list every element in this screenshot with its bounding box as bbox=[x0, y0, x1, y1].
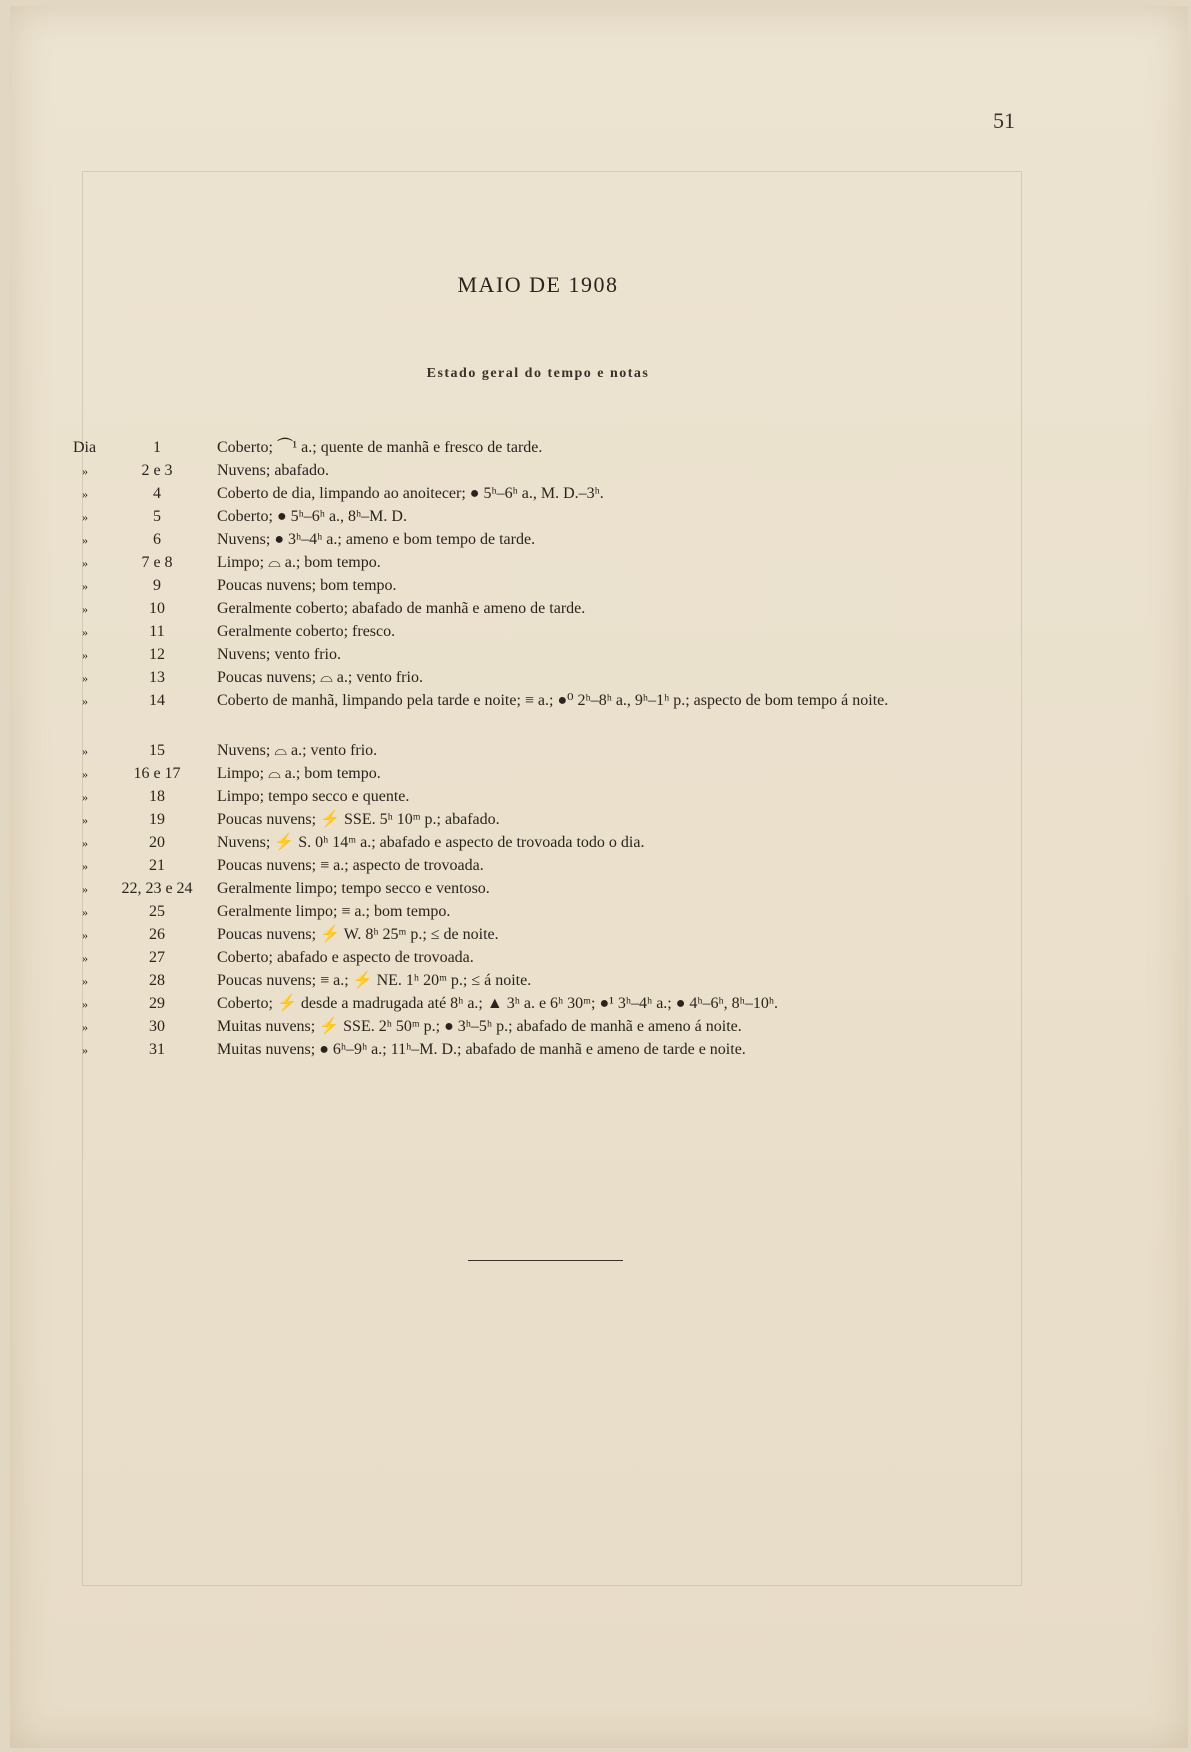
entry-notes: Coberto; abafado e aspecto de trovoada. bbox=[217, 949, 474, 966]
entry-notes: Nuvens; ● 3ʰ–4ʰ a.; ameno e bom tempo de tarde. bbox=[217, 531, 536, 548]
ditto-mark: » bbox=[82, 1043, 88, 1057]
entry-notes: Coberto; ● 5ʰ–6ʰ a., 8ʰ–M. D. bbox=[217, 508, 407, 525]
ditto-mark: » bbox=[82, 1020, 88, 1034]
entry-notes: Nuvens; ⌓ a.; vento frio. bbox=[217, 742, 378, 759]
entry-notes: Coberto de dia, limpando ao anoitecer; ● 5ʰ–6ʰ a., M. D.–3ʰ. bbox=[217, 485, 604, 502]
ditto-mark: » bbox=[82, 997, 88, 1011]
ditto-mark: » bbox=[82, 767, 88, 781]
entry-day: 30 bbox=[149, 1018, 165, 1035]
entry-notes: Poucas nuvens; ⚡ SSE. 5ʰ 10ᵐ p.; abafado. bbox=[217, 811, 500, 828]
entry-notes: Poucas nuvens; ≡ a.; ⚡ NE. 1ʰ 20ᵐ p.; ≤ á noite. bbox=[217, 972, 532, 989]
page-subtitle: Estado geral do tempo e notas bbox=[426, 366, 650, 381]
entry-notes: Limpo; ⌓ a.; bom tempo. bbox=[217, 765, 381, 782]
entry-day: 5 bbox=[153, 508, 161, 525]
ditto-mark: » bbox=[82, 928, 88, 942]
entry-day: 12 bbox=[149, 646, 165, 663]
entry-notes: Coberto; ⏜¹ a.; quente de manhã e fresco de tarde. bbox=[217, 439, 543, 456]
entry-day: 16 e 17 bbox=[133, 765, 181, 782]
ditto-mark: » bbox=[82, 602, 88, 616]
ditto-mark: » bbox=[82, 694, 88, 708]
entry-notes: Poucas nuvens; bom tempo. bbox=[217, 577, 397, 594]
page-title: MAIO DE 1908 bbox=[457, 272, 619, 297]
entry-day: 4 bbox=[153, 485, 161, 502]
entry-notes: Geralmente limpo; tempo secco e ventoso. bbox=[217, 880, 490, 897]
ditto-mark: » bbox=[82, 510, 88, 524]
entry-day: 29 bbox=[149, 995, 165, 1012]
entry-day: 18 bbox=[149, 788, 165, 805]
column-label-dia: Dia bbox=[73, 439, 97, 456]
ditto-mark: » bbox=[82, 836, 88, 850]
entry-notes: Nuvens; vento frio. bbox=[217, 646, 341, 663]
entry-notes: Geralmente coberto; abafado de manhã e ameno de tarde. bbox=[217, 600, 586, 617]
ditto-mark: » bbox=[82, 882, 88, 896]
entry-notes: Poucas nuvens; ⚡ W. 8ʰ 25ᵐ p.; ≤ de noite. bbox=[217, 926, 499, 943]
entry-day: 21 bbox=[149, 857, 165, 874]
entry-day: 26 bbox=[149, 926, 165, 943]
entry-notes: Coberto; ⚡ desde a madrugada até 8ʰ a.; ▲ 3ʰ a. e 6ʰ 30ᵐ; ●¹ 3ʰ–4ʰ a.; ● 4ʰ–6ʰ, 8ʰ–10ʰ. bbox=[217, 995, 778, 1012]
entry-day: 13 bbox=[149, 669, 165, 686]
page-number: 51 bbox=[993, 108, 1015, 133]
ditto-mark: » bbox=[82, 790, 88, 804]
entry-notes: Nuvens; ⚡ S. 0ʰ 14ᵐ a.; abafado e aspecto de trovoada todo o dia. bbox=[217, 834, 645, 851]
entry-day: 2 e 3 bbox=[141, 462, 173, 479]
ditto-mark: » bbox=[82, 974, 88, 988]
entry-notes: Poucas nuvens; ⌓ a.; vento frio. bbox=[217, 669, 423, 686]
closing-rule bbox=[468, 1260, 623, 1261]
entry-notes: Limpo; ⌓ a.; bom tempo. bbox=[217, 554, 381, 571]
ditto-mark: » bbox=[82, 533, 88, 547]
entry-day: 25 bbox=[149, 903, 165, 920]
entry-day: 7 e 8 bbox=[141, 554, 173, 571]
entry-day: 28 bbox=[149, 972, 165, 989]
ditto-mark: » bbox=[82, 671, 88, 685]
document-page bbox=[10, 6, 1188, 1748]
entry-notes: Geralmente limpo; ≡ a.; bom tempo. bbox=[217, 903, 451, 920]
ditto-mark: » bbox=[82, 648, 88, 662]
entry-notes: Coberto de manhã, limpando pela tarde e noite; ≡ a.; ●⁰ 2ʰ–8ʰ a., 9ʰ–1ʰ p.; aspecto de bom tempo á noite. bbox=[217, 692, 889, 709]
ditto-mark: » bbox=[82, 464, 88, 478]
ditto-mark: » bbox=[82, 951, 88, 965]
ditto-mark: » bbox=[82, 487, 88, 501]
entry-day: 11 bbox=[149, 623, 165, 640]
entry-day: 10 bbox=[149, 600, 165, 617]
entry-day: 20 bbox=[149, 834, 165, 851]
ditto-mark: » bbox=[82, 625, 88, 639]
entry-day: 14 bbox=[149, 692, 165, 709]
entry-day: 15 bbox=[149, 742, 165, 759]
entry-notes: Poucas nuvens; ≡ a.; aspecto de trovoada. bbox=[217, 857, 484, 874]
entry-day: 31 bbox=[149, 1041, 165, 1058]
entry-day: 27 bbox=[149, 949, 165, 966]
entry-day: 6 bbox=[153, 531, 161, 548]
entry-notes: Muitas nuvens; ● 6ʰ–9ʰ a.; 11ʰ–M. D.; abafado de manhã e ameno de tarde e noite. bbox=[217, 1041, 746, 1058]
ditto-mark: » bbox=[82, 556, 88, 570]
ditto-mark: » bbox=[82, 859, 88, 873]
entry-notes: Nuvens; abafado. bbox=[217, 462, 329, 479]
ditto-mark: » bbox=[82, 744, 88, 758]
ditto-mark: » bbox=[82, 579, 88, 593]
ditto-mark: » bbox=[82, 813, 88, 827]
entry-day: 1 bbox=[153, 439, 161, 456]
ditto-mark: » bbox=[82, 905, 88, 919]
entry-notes: Geralmente coberto; fresco. bbox=[217, 623, 396, 640]
entry-day: 9 bbox=[153, 577, 161, 594]
entry-day: 22, 23 e 24 bbox=[121, 880, 193, 897]
entry-day: 19 bbox=[149, 811, 165, 828]
entry-notes: Limpo; tempo secco e quente. bbox=[217, 788, 410, 805]
entry-notes: Muitas nuvens; ⚡ SSE. 2ʰ 50ᵐ p.; ● 3ʰ–5ʰ p.; abafado de manhã e ameno á noite. bbox=[217, 1018, 742, 1035]
